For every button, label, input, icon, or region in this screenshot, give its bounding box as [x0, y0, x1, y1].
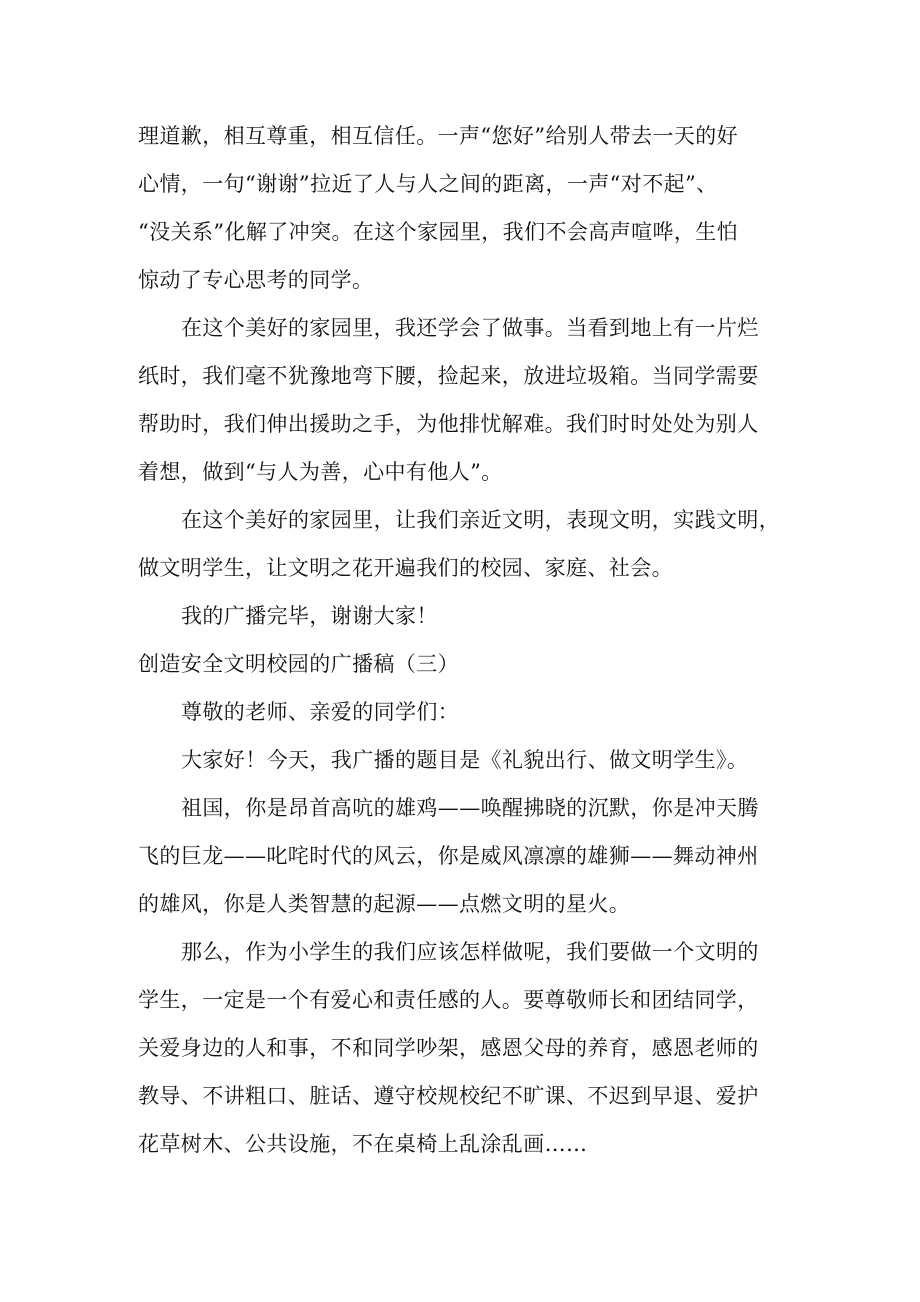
paragraph-line: 理道歉，相互尊重，相互信任。一声“您好”给别人带去一天的好	[138, 124, 739, 148]
paragraph-line: 教导、不讲粗口、脏话、遵守校规校纪不旷课、不迟到早退、爱护	[138, 1084, 759, 1108]
paragraph-line: 纸时，我们毫不犹豫地弯下腰，捡起来，放进垃圾箱。当同学需要	[138, 364, 759, 388]
paragraph-line: 祖国，你是昂首高吭的雄鸡——唤醒拂晓的沉默，你是冲天腾	[181, 796, 759, 820]
paragraph-line: 心情，一句“谢谢”拉近了人与人之间的距离，一声“对不起”、	[138, 172, 718, 196]
paragraph-line: 的雄风，你是人类智慧的起源——点燃文明的星火。	[138, 892, 631, 916]
paragraph-line: 飞的巨龙——叱咤时代的风云，你是威风凛凛的雄狮——舞动神州	[138, 844, 759, 868]
section-heading: 创造安全文明校园的广播稿（三）	[138, 652, 459, 676]
greeting-line: 尊敬的老师、亲爱的同学们：	[181, 700, 460, 724]
paragraph-line: 学生，一定是一个有爱心和责任感的人。要尊敬师长和团结同学，	[138, 988, 759, 1012]
paragraph-line: 惊动了专心思考的同学。	[138, 268, 374, 292]
paragraph-line: 在这个美好的家园里，我还学会了做事。当看到地上有一片烂	[181, 316, 759, 340]
paragraph-line: 在这个美好的家园里，让我们亲近文明，表现文明，实践文明，	[181, 508, 781, 532]
paragraph-line: 那么，作为小学生的我们应该怎样做呢，我们要做一个文明的	[181, 940, 759, 964]
paragraph-line: 做文明学生，让文明之花开遍我们的校园、家庭、社会。	[138, 556, 673, 580]
paragraph-line: 大家好！今天，我广播的题目是《礼貌出行、做文明学生》。	[181, 748, 749, 772]
paragraph-line: “没关系”化解了冲突。在这个家园里，我们不会高声喧哗，生怕	[138, 220, 739, 244]
paragraph-line: 帮助时，我们伸出援助之手，为他排忧解难。我们时时处处为别人	[138, 412, 759, 436]
paragraph-line: 我的广播完毕，谢谢大家！	[181, 604, 438, 628]
paragraph-line: 关爱身边的人和事，不和同学吵架，感恩父母的养育，感恩老师的	[138, 1036, 759, 1060]
paragraph-line: 花草树木、公共设施，不在桌椅上乱涂乱画……	[138, 1132, 588, 1156]
paragraph-line: 着想，做到“与人为善，心中有他人”。	[138, 460, 503, 484]
